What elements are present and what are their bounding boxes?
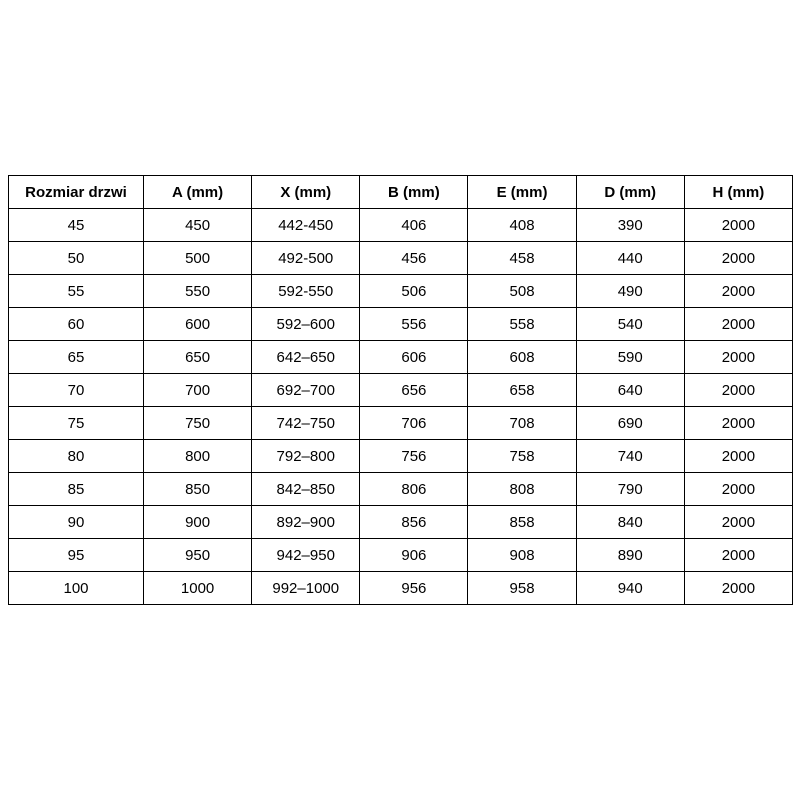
table-cell: 2000 [684,275,792,308]
table-cell: 856 [360,506,468,539]
table-cell: 90 [9,506,144,539]
table-cell: 390 [576,209,684,242]
table-cell: 2000 [684,242,792,275]
table-cell: 992–1000 [252,572,360,605]
table-row [9,374,793,407]
table-row [9,209,793,242]
table-cell: 758 [468,440,576,473]
table-cell: 2000 [684,209,792,242]
table-cell: 756 [360,440,468,473]
table-row [9,473,793,506]
table-cell: 692–700 [252,374,360,407]
table-cell: 450 [144,209,252,242]
column-header-x-mm: X (mm) [252,176,360,209]
table-cell: 2000 [684,308,792,341]
table-row [9,275,793,308]
table-cell: 45 [9,209,144,242]
door-dimensions-table [8,175,793,605]
table-row [9,407,793,440]
table-cell: 408 [468,209,576,242]
table-cell: 508 [468,275,576,308]
table-body [9,209,793,605]
table-cell: 2000 [684,473,792,506]
table-cell: 550 [144,275,252,308]
table-cell: 70 [9,374,144,407]
table-cell: 60 [9,308,144,341]
table-cell: 75 [9,407,144,440]
table-cell: 742–750 [252,407,360,440]
table-cell: 1000 [144,572,252,605]
table-cell: 658 [468,374,576,407]
table-row [9,341,793,374]
table-cell: 2000 [684,539,792,572]
table-cell: 708 [468,407,576,440]
table-cell: 800 [144,440,252,473]
table-cell: 700 [144,374,252,407]
table-row [9,242,793,275]
table-cell: 656 [360,374,468,407]
table-cell: 690 [576,407,684,440]
table-cell: 900 [144,506,252,539]
table-cell: 940 [576,572,684,605]
table-cell: 2000 [684,572,792,605]
table-cell: 80 [9,440,144,473]
table-cell: 406 [360,209,468,242]
column-header-h-mm: H (mm) [684,176,792,209]
table-cell: 642–650 [252,341,360,374]
table-cell: 458 [468,242,576,275]
table-row [9,440,793,473]
table-cell: 942–950 [252,539,360,572]
table-cell: 490 [576,275,684,308]
table-cell: 592-550 [252,275,360,308]
table-cell: 890 [576,539,684,572]
table-cell: 908 [468,539,576,572]
door-dimensions-table-container [8,175,793,605]
table-cell: 2000 [684,506,792,539]
table-cell: 442-450 [252,209,360,242]
table-cell: 842–850 [252,473,360,506]
table-cell: 706 [360,407,468,440]
table-cell: 556 [360,308,468,341]
table-cell: 740 [576,440,684,473]
table-cell: 55 [9,275,144,308]
table-cell: 858 [468,506,576,539]
column-header-e-mm: E (mm) [468,176,576,209]
table-cell: 790 [576,473,684,506]
column-header-d-mm: D (mm) [576,176,684,209]
table-row [9,506,793,539]
table-cell: 2000 [684,374,792,407]
table-row [9,308,793,341]
table-cell: 750 [144,407,252,440]
table-cell: 806 [360,473,468,506]
table-cell: 2000 [684,440,792,473]
column-header-a-mm: A (mm) [144,176,252,209]
table-cell: 440 [576,242,684,275]
column-header-b-mm: B (mm) [360,176,468,209]
table-cell: 506 [360,275,468,308]
table-header [9,176,793,209]
table-cell: 600 [144,308,252,341]
table-cell: 640 [576,374,684,407]
table-cell: 492-500 [252,242,360,275]
table-cell: 792–800 [252,440,360,473]
table-cell: 65 [9,341,144,374]
table-cell: 892–900 [252,506,360,539]
table-cell: 85 [9,473,144,506]
table-cell: 500 [144,242,252,275]
table-cell: 650 [144,341,252,374]
table-cell: 850 [144,473,252,506]
table-cell: 456 [360,242,468,275]
table-cell: 592–600 [252,308,360,341]
table-header-row [9,176,793,209]
column-header-rozmiar-drzwi: Rozmiar drzwi [9,176,144,209]
table-cell: 906 [360,539,468,572]
table-cell: 590 [576,341,684,374]
table-cell: 608 [468,341,576,374]
table-row [9,539,793,572]
table-row [9,572,793,605]
table-cell: 558 [468,308,576,341]
table-cell: 2000 [684,407,792,440]
table-cell: 50 [9,242,144,275]
table-cell: 956 [360,572,468,605]
table-cell: 840 [576,506,684,539]
table-cell: 540 [576,308,684,341]
table-cell: 950 [144,539,252,572]
table-cell: 958 [468,572,576,605]
table-cell: 2000 [684,341,792,374]
table-cell: 95 [9,539,144,572]
table-cell: 606 [360,341,468,374]
table-cell: 808 [468,473,576,506]
table-cell: 100 [9,572,144,605]
